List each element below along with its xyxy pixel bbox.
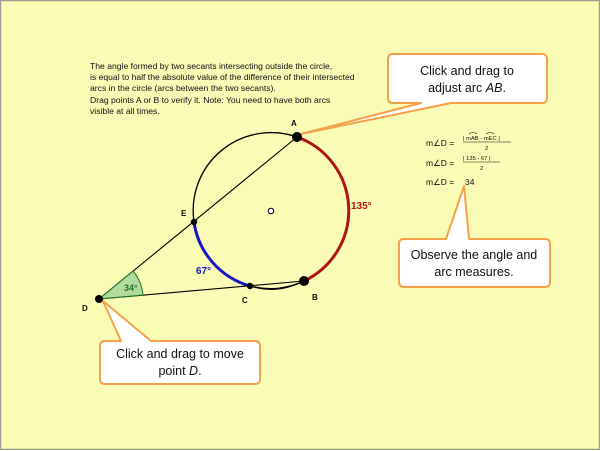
instruction-line: is equal to half the absolute value of the difference of their intersected [90,72,355,83]
formula-denominator-1: 2 [485,146,489,152]
callout-line: Click and drag to move [116,347,244,361]
arc-ab [297,137,349,281]
callout-observe-measures [399,186,550,287]
label-b: B [312,293,318,302]
formula-lhs: m∠D = [426,138,455,148]
formula-lhs: m∠D = [426,158,455,168]
arc-ec-measure: 67° [196,266,212,277]
formula-numerator-1: | mAB - mEC | [463,136,500,142]
instruction-line: arcs in the circle (arcs between the two secants). [90,83,276,94]
circle-center [268,208,274,214]
label-d: D [82,304,88,313]
angle-d-measure: 34° [124,283,138,293]
instruction-line: The angle formed by two secants intersecting outside the circle, [90,61,333,71]
label-c: C [242,296,248,305]
formula-block [426,133,511,188]
arc-notation-marks [469,133,494,135]
point-a-handle[interactable] [292,132,302,142]
label-a: A [291,119,297,128]
callout-line: Observe the angle and [410,248,538,262]
formula-numerator-2: | 135 - 67 | [463,156,491,162]
point-e [191,219,197,225]
arc-ab-measure: 135° [351,201,372,212]
formula-denominator-2: 2 [480,166,484,172]
point-c [247,283,253,289]
callout-drag-arc-ab [301,54,547,134]
point-d-handle[interactable] [95,295,103,303]
instruction-line: Drag points A or B to verify it. Note: You need to have both arcs [90,94,331,105]
callout-line: arc measures. [434,265,514,279]
point-b-handle[interactable] [299,276,309,286]
callout-line: adjust arc AB. [428,81,506,95]
callout-line: point D. [158,364,202,378]
formula-lhs: m∠D = [426,177,455,187]
formula-result: 34 [465,177,475,187]
label-e: E [181,209,187,218]
callout-line: Click and drag to [420,64,514,78]
instruction-line: visible at all times. [90,105,160,116]
geometry-diagram [1,1,600,451]
callout-drag-point-d [100,301,260,384]
